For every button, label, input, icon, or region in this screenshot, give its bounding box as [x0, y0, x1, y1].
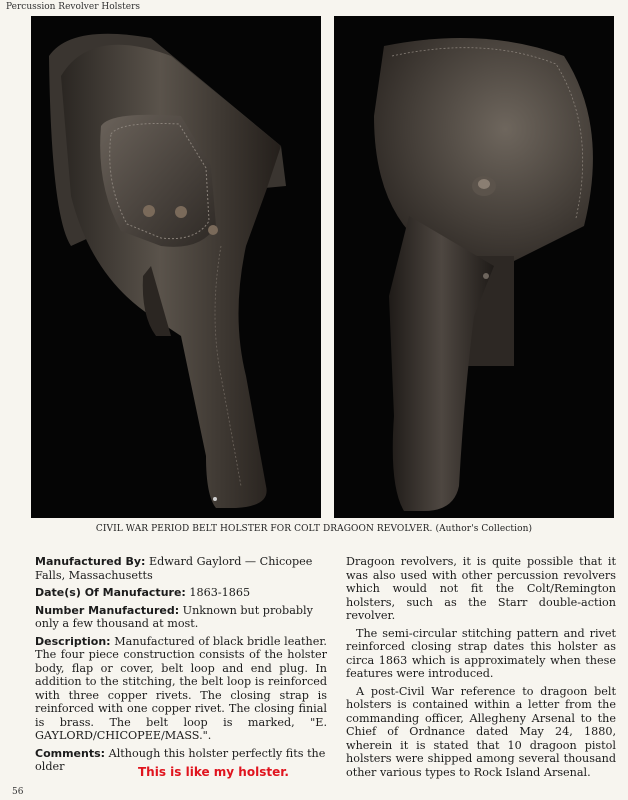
field-manufactured-by: [35, 555, 327, 582]
left-column: [35, 555, 327, 778]
holster-back-photo: [334, 16, 614, 518]
field-label: Number Manufactured:: [35, 603, 180, 617]
field-value: Although this holster perfectly fits the older: [35, 746, 326, 773]
field-value: Edward Gaylord — Chicopee Falls, Massachusetts: [35, 555, 313, 582]
running-header: Percussion Revolver Holsters: [6, 2, 140, 12]
field-value: Manufactured of black bridle leather. The four piece construction consists of the holster body, flap or cover, belt loop and end plug. In addition to the stitching, the belt loop is reinforced with three copper rivets. The closing strap is reinforced with one copper rivet. The closing finial is brass. The belt loop is marked, "E. GAYLORD/CHICOPEE/MASS.".: [35, 634, 327, 742]
right-column: [346, 555, 616, 783]
field-label: Description:: [35, 634, 111, 648]
handwritten-annotation: This is like my holster.: [138, 765, 289, 779]
field-number-manufactured: [35, 604, 327, 631]
field-date-of-manufacture: [35, 586, 327, 600]
field-label: Comments:: [35, 746, 106, 760]
field-value: 1863-1865: [189, 586, 251, 599]
field-label: Date(s) Of Manufacture:: [35, 586, 186, 599]
paragraph: Dragoon revolvers, it is quite possible that it was also used with other percussion revolvers which would not fit the Colt/Remington holsters, such as the Starr double-action revolver.: [346, 555, 616, 622]
holster-front-photo: [31, 16, 321, 518]
field-description: [35, 635, 327, 743]
paragraph: A post-Civil War reference to dragoon belt holsters is contained within a letter from the commanding officer, Allegheny Arsenal to the Chief of Ordnance dated May 24, 1880, wherein it is stated that 10 dragoon pistol holsters were shipped among several thousand other various types to Rock Island Arsenal.: [346, 684, 616, 779]
photo-caption: CIVIL WAR PERIOD BELT HOLSTER FOR COLT DRAGOON REVOLVER. (Author's Collection): [95, 524, 533, 534]
field-label: Manufactured By:: [35, 555, 146, 568]
paragraph: The semi-circular stitching pattern and rivet reinforced closing strap dates this holster as circa 1863 which is approximately when these features were introduced.: [346, 626, 616, 680]
field-value: Unknown but probably only a few thousand at most.: [35, 603, 313, 630]
page-number: 56: [12, 787, 24, 797]
